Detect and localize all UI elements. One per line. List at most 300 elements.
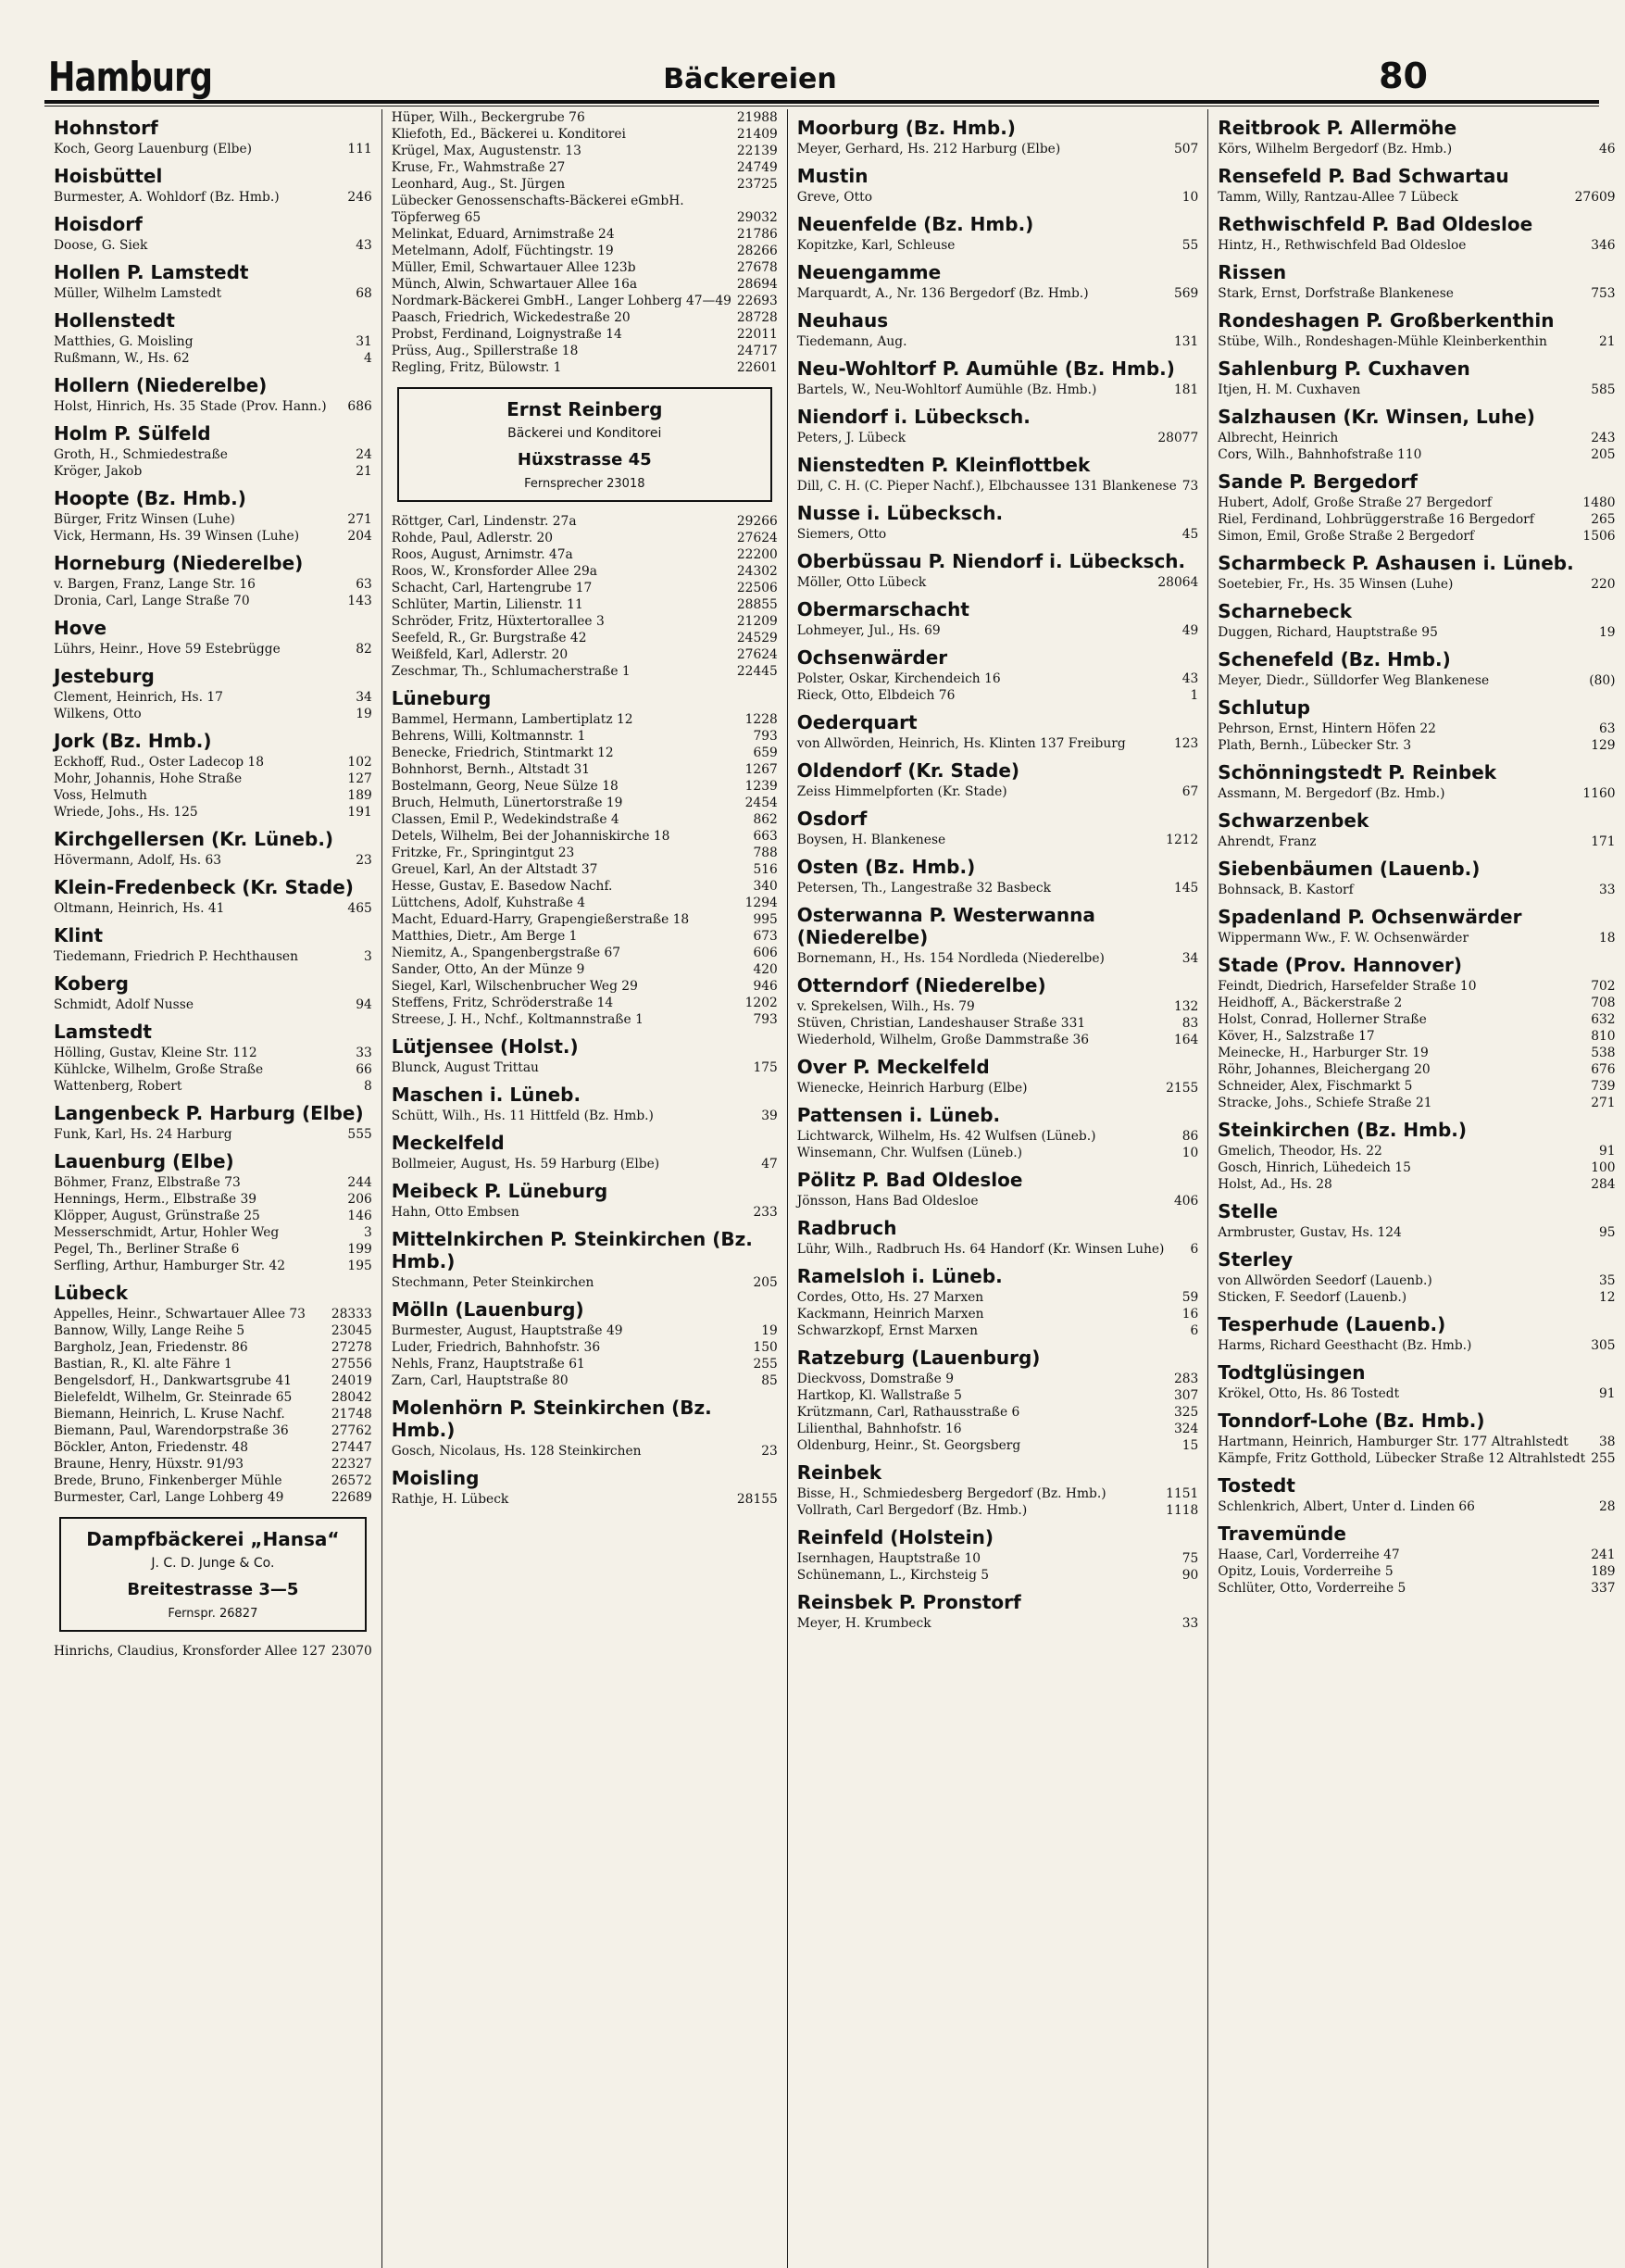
entry-name: Bohnsack, B. Kastorf [1218,883,1354,897]
place-heading: Reinsbek P. Pronstorf [796,1591,1021,1613]
entry-phone: 22689 [331,1490,372,1505]
entry-phone: 22200 [736,547,778,562]
place-heading: Rissen [1218,261,1287,283]
entry-name: Zeiss Himmelpforten (Kr. Stade) [796,784,1007,799]
list-item [797,1485,1199,1502]
list-item [1218,624,1615,641]
list-item [1218,737,1615,754]
list-item [797,430,1199,446]
entry-name: Stüven, Christian, Landeshauser Straße 331 [796,1016,1086,1031]
entry-name: Armbruster, Gustav, Hs. 124 [1218,1225,1402,1240]
entry-name: Petersen, Th., Langestraße 32 Basbeck [796,881,1052,896]
entry-name: Streese, J. H., Nchf., Koltmannstraße 1 [391,1012,644,1027]
list-item [797,189,1199,206]
list-item [797,526,1199,543]
list-item [797,382,1199,398]
list-item [797,1193,1199,1209]
entry-name: Brede, Bruno, Finkenberger Mühle [54,1473,282,1488]
entry-name: Hennings, Herm., Elbstraße 39 [54,1192,257,1207]
place-heading: Klint [54,924,104,946]
list-item [797,1145,1199,1161]
list-item [54,1422,372,1439]
ad-line: Fernsprecher 23018 [524,477,645,491]
entry-phone: 143 [347,594,372,608]
entry-phone: 23045 [331,1323,372,1338]
list-item [1218,382,1615,398]
entry-phone: 307 [1173,1388,1199,1403]
list-item [392,126,778,143]
entry-name: Simon, Emil, Große Straße 2 Bergedorf [1218,529,1475,544]
entry-name: Meyer, H. Krumbeck [796,1616,931,1631]
list-item [54,1372,372,1389]
entry-name: Funk, Karl, Hs. 24 Harburg [54,1127,232,1142]
entry-phone: 663 [753,829,778,844]
list-item [1218,1159,1615,1176]
list-item [797,880,1199,896]
list-item [797,285,1199,302]
entry-name: Holst, Hinrich, Hs. 35 Stade (Prov. Hann.) [54,399,327,414]
column-4 [1208,109,1624,2268]
place-heading: Salzhausen (Kr. Winsen, Luhe) [1218,406,1535,428]
list-item [54,1643,372,1660]
list-item [797,141,1199,157]
entry-phone: 284 [1591,1177,1616,1192]
place-heading: Stelle [1218,1200,1279,1222]
entry-name: Körs, Wilhelm Bergedorf (Bz. Hmb.) [1218,142,1453,157]
list-item [797,670,1199,687]
entry-name: Hüper, Wilh., Beckergrube 76 [391,110,585,125]
entry-phone: 175 [753,1060,778,1075]
list-item [54,1472,372,1489]
list-item [54,446,372,463]
entry-name: Ahrendt, Franz [1218,834,1317,849]
list-item [392,143,778,159]
list-item [1218,1563,1615,1580]
entry-phone: 199 [347,1242,372,1257]
place-heading: Oberbüssau P. Niendorf i. Lübecksch. [796,550,1186,572]
entry-phone: 862 [753,812,778,827]
place-heading: Klein-Fredenbeck (Kr. Stade) [54,876,354,898]
entry-phone: 91 [1598,1144,1616,1159]
entry-name: Greuel, Karl, An der Altstadt 37 [391,862,598,877]
entry-phone: 22445 [736,664,778,679]
entry-phone: 21748 [331,1407,372,1422]
place-heading: Reinbek [796,1461,882,1484]
entry-name: Weißfeld, Karl, Adlerstr. 20 [391,647,569,662]
entry-name: Nehls, Franz, Hauptstraße 61 [391,1357,585,1372]
entry-phone: 340 [753,879,778,894]
list-item [392,961,778,978]
entry-name: Matthies, Dietr., Am Berge 1 [391,929,578,944]
entry-name: Mohr, Johannis, Hohe Straße [54,771,243,786]
entry-phone: 21409 [736,127,778,142]
entry-phone: 659 [753,746,778,760]
entry-phone: 271 [1591,1096,1616,1110]
place-heading: Steinkirchen (Bz. Hmb.) [1218,1119,1468,1141]
entry-name: Eckhoff, Rud., Oster Ladecop 18 [54,755,264,770]
list-item [392,309,778,326]
entry-name: Bielefeldt, Wilhelm, Gr. Steinrade 65 [54,1390,293,1405]
place-heading: Mittelnkirchen P. Steinkirchen (Bz. Hmb.) [391,1228,753,1272]
list-item [54,1306,372,1322]
entry-phone: 1294 [744,896,778,910]
entry-name: Pehrson, Ernst, Hintern Höfen 22 [1218,721,1436,736]
entry-name: Melinkat, Eduard, Arnimstraße 24 [391,227,615,242]
entry-name: Luder, Friedrich, Bahnhofstr. 36 [391,1340,601,1355]
entry-phone: 24302 [736,564,778,579]
entry-phone: 49 [1181,623,1199,638]
entry-name: Burmester, August, Hauptstraße 49 [391,1323,623,1338]
entry-name: Rohde, Paul, Adlerstr. 20 [391,531,554,545]
list-item [392,1274,778,1291]
entry-phone: 129 [1591,738,1616,753]
list-item [392,995,778,1011]
list-item [797,1015,1199,1032]
entry-phone: 191 [347,805,372,820]
place-heading: Pattensen i. Lüneb. [796,1104,1001,1126]
entry-name: Münch, Alwin, Schwartauer Allee 16a [391,277,638,292]
entry-name: Meyer, Gerhard, Hs. 212 Harburg (Elbe) [796,142,1061,157]
list-item [54,333,372,350]
entry-name: Paasch, Friedrich, Wickedestraße 20 [391,310,631,325]
list-item [392,580,778,596]
list-item [797,1567,1199,1584]
place-heading: Lübeck [54,1282,129,1304]
entry-name: Röttger, Carl, Lindenstr. 27a [391,514,577,529]
place-heading: Travemünde [1218,1522,1346,1545]
entry-name: Kruse, Fr., Wahmstraße 27 [391,160,566,175]
entry-phone: 55 [1181,238,1199,253]
list-item [54,641,372,658]
entry-phone: 22327 [331,1457,372,1472]
entry-phone: 63 [1598,721,1616,736]
place-heading: Neuenfelde (Bz. Hmb.) [796,213,1034,235]
place-heading: Langenbeck P. Harburg (Elbe) [54,1102,364,1124]
entry-name: Müller, Emil, Schwartauer Allee 123b [391,260,636,275]
entry-phone: 255 [753,1357,778,1372]
place-heading: Maschen i. Lüneb. [391,1084,581,1106]
list-item [797,1387,1199,1404]
list-item [392,1322,778,1339]
entry-phone: 205 [753,1275,778,1290]
entry-name: Groth, H., Schmiedestraße [54,447,228,462]
entry-name: Kackmann, Heinrich Marxen [796,1307,984,1322]
entry-phone: 204 [347,529,372,544]
place-heading: Holm P. Sülfeld [54,422,211,445]
list-item [1218,1272,1615,1289]
list-item [797,574,1199,591]
entry-phone: 43 [356,238,372,253]
entry-name: Wienecke, Heinrich Harburg (Elbe) [796,1081,1028,1096]
entry-phone: 21988 [736,110,778,125]
entry-phone: 4 [363,351,372,366]
entry-name: Hövermann, Adolf, Hs. 63 [54,853,222,868]
entry-name: Tiedemann, Aug. [796,334,907,349]
list-item [54,511,372,528]
place-heading: Todtglüsingen [1218,1361,1366,1384]
entry-name: Stechmann, Peter Steinkirchen [391,1275,594,1290]
entry-phone: 28077 [1157,431,1199,445]
entry-name: Metelmann, Adolf, Füchtingstr. 19 [391,244,614,258]
entry-name: Zeschmar, Th., Schlumacherstraße 1 [391,664,631,679]
entry-phone: 27624 [736,647,778,662]
entry-name: Oldenburg, Heinr., St. Georgsberg [796,1438,1021,1453]
list-item [54,706,372,722]
entry-name: Schlenkrich, Albert, Unter d. Linden 66 [1218,1499,1475,1514]
place-heading: Jork (Bz. Hmb.) [54,730,212,752]
entry-phone: 220 [1591,577,1616,592]
entry-phone: 150 [753,1340,778,1355]
entry-phone: 1506 [1582,529,1616,544]
entry-name: Röhr, Johannes, Bleichergang 20 [1218,1062,1431,1077]
entry-phone: 1202 [744,996,778,1010]
list-item [392,530,778,546]
list-item [54,1322,372,1339]
entry-phone: 181 [1173,382,1199,397]
columns [44,109,1616,2268]
entry-phone: 24529 [736,631,778,645]
entry-phone: 75 [1181,1551,1199,1566]
entry-name: Siegel, Karl, Wilschenbrucher Weg 29 [391,979,638,994]
entry-name: Duggen, Richard, Hauptstraße 95 [1218,625,1438,640]
entry-phone: 27556 [331,1357,372,1372]
list-item [1218,1434,1615,1450]
entry-name: Schwarzkopf, Ernst Marxen [796,1323,978,1338]
entry-phone: 337 [1591,1581,1616,1596]
place-heading: Reinfeld (Holstein) [796,1526,994,1548]
place-heading: Hoopte (Bz. Hmb.) [54,487,246,509]
list-item [1218,1289,1615,1306]
list-item [392,326,778,343]
place-heading: Lüneburg [391,687,492,709]
entry-name: Winsemann, Chr. Wulfsen (Lüneb.) [796,1146,1023,1160]
entry-phone: 632 [1591,1012,1616,1027]
entry-name: Matthies, G. Moisling [54,334,194,349]
entry-name: Meinecke, H., Harburger Str. 19 [1218,1046,1429,1060]
entry-name: Schneider, Alex, Fischmarkt 5 [1218,1079,1413,1094]
entry-phone: 33 [1181,1616,1199,1631]
entry-phone: 82 [356,642,372,657]
entry-phone: 6 [1190,1242,1199,1257]
list-item [54,754,372,771]
place-heading: Radbruch [796,1217,897,1239]
entry-name: Stracke, Johs., Schiefe Straße 21 [1218,1096,1432,1110]
list-item [392,663,778,680]
entry-phone: 995 [753,912,778,927]
list-item [392,243,778,259]
list-item [1218,720,1615,737]
list-item [392,795,778,811]
place-heading: Spadenland P. Ochsenwärder [1218,906,1522,928]
entry-name: Rieck, Otto, Elbdeich 76 [796,688,956,703]
list-item [1218,672,1615,689]
entry-name: Schröder, Fritz, Hüxtertorallee 3 [391,614,605,629]
list-item [392,811,778,828]
entry-name: Oltmann, Heinrich, Hs. 41 [54,901,225,916]
place-heading: Sahlenburg P. Cuxhaven [1218,357,1470,380]
city-title: Hamburg [48,54,213,101]
place-heading: Meckelfeld [391,1132,505,1154]
list-item [392,728,778,745]
entry-name: Burmester, Carl, Lange Lohberg 49 [54,1490,284,1505]
entry-phone: 810 [1591,1029,1616,1044]
entry-name: Haase, Carl, Vorderreihe 47 [1218,1548,1400,1562]
entry-phone: 85 [761,1373,778,1388]
entry-phone: 538 [1591,1046,1616,1060]
list-item [392,878,778,895]
entry-name: Wilkens, Otto [54,707,142,721]
entry-phone [772,193,778,209]
ad-line: Fernspr. 26827 [168,1607,258,1621]
entry-phone: 420 [753,962,778,977]
entry-phone: 1239 [744,779,778,794]
entry-name: Clement, Heinrich, Hs. 17 [54,690,223,705]
entry-name: Probst, Ferdinand, Loignystraße 14 [391,327,622,342]
list-item [54,237,372,254]
list-item [1218,1011,1615,1028]
entry-phone: 29266 [736,514,778,529]
entry-name: Möller, Otto Lübeck [796,575,927,590]
list-item [797,1371,1199,1387]
entry-phone: 24 [356,447,372,462]
entry-phone: 406 [1173,1194,1199,1209]
ad-line: Bäckerei und Konditorei [507,426,662,441]
entry-phone: 10 [1181,1146,1199,1160]
entry-name: Schlüter, Otto, Vorderreihe 5 [1218,1581,1406,1596]
entry-phone: 22693 [736,294,778,308]
list-item [392,828,778,845]
entry-name: Prüss, Aug., Spillerstraße 18 [391,344,579,358]
entry-name: Doose, G. Siek [54,238,148,253]
entry-phone: 739 [1591,1079,1616,1094]
place-heading: Schenefeld (Bz. Hmb.) [1218,648,1451,670]
list-item [392,1156,778,1172]
entry-phone: 21 [1598,334,1616,349]
entry-name: Dieckvoss, Domstraße 9 [796,1372,954,1386]
entry-name: von Allwörden, Heinrich, Hs. Klinten 137 Freiburg [796,736,1126,751]
entry-phone: 27678 [736,260,778,275]
entry-phone: 27762 [331,1423,372,1438]
place-heading: Ratzeburg (Lauenburg) [796,1347,1041,1369]
list-item [1218,1143,1615,1159]
place-heading: Osdorf [796,808,868,830]
entry-name: Wippermann Ww., F. W. Ochsenwärder [1218,931,1469,946]
entry-name: Plath, Bernh., Lübecker Str. 3 [1218,738,1412,753]
entry-phone: 28266 [736,244,778,258]
list-item [1218,1045,1615,1061]
entry-name: Bostelmann, Georg, Neue Sülze 18 [391,779,619,794]
entry-name: Lühr, Wilh., Radbruch Hs. 64 Handorf (Kr. Winsen Luhe) [796,1242,1165,1257]
entry-phone: 255 [1591,1451,1616,1466]
list-item [54,1045,372,1061]
entry-phone: 3 [363,1225,372,1240]
list-item [797,687,1199,704]
entry-phone: 793 [753,1012,778,1027]
entry-name: Krügel, Max, Augustenstr. 13 [391,144,581,158]
list-item [54,852,372,869]
entry-name: Marquardt, A., Nr. 136 Bergedorf (Bz. Hmb.) [796,286,1089,301]
entry-phone: 271 [347,512,372,527]
entry-name: Tiedemann, Friedrich P. Hechthausen [54,949,298,964]
list-item [392,209,778,226]
place-heading: Nienstedten P. Kleinflottbek [796,454,1091,476]
list-item [1218,930,1615,946]
list-item [1218,285,1615,302]
place-heading: Rethwischfeld P. Bad Oldesloe [1218,213,1533,235]
entry-phone: 23070 [331,1644,372,1659]
entry-name: Bisse, H., Schmiedesberg Bergedorf (Bz. Hmb.) [796,1486,1106,1501]
entry-name: Lührs, Heinr., Hove 59 Estebrügge [54,642,281,657]
entry-name: Gosch, Nicolaus, Hs. 128 Steinkirchen [391,1444,642,1459]
list-item [54,1126,372,1143]
list-item [54,1241,372,1258]
entry-phone: 244 [347,1175,372,1190]
entry-phone: 146 [347,1209,372,1223]
list-item [392,1339,778,1356]
entry-phone: 29032 [736,210,778,225]
entry-phone: 585 [1591,382,1616,397]
entry-phone: 46 [1598,142,1616,157]
list-item [54,1339,372,1356]
entry-name: Fritzke, Fr., Springintgut 23 [391,846,575,860]
entry-phone: 569 [1173,286,1199,301]
entry-name: Töpferweg 65 [391,210,481,225]
entry-name: Bürger, Fritz Winsen (Luhe) [54,512,235,527]
entry-phone: 28 [1598,1499,1616,1514]
entry-name: Serfling, Arthur, Hamburger Str. 42 [54,1259,286,1273]
list-item [797,1080,1199,1096]
list-item [1218,1176,1615,1193]
list-item [797,832,1199,848]
entry-name: Biemann, Paul, Warendorpstraße 36 [54,1423,289,1438]
entry-phone: 702 [1591,979,1616,994]
list-item [797,1322,1199,1339]
entry-name: Biemann, Heinrich, L. Kruse Nachf. [54,1407,285,1422]
header-rule [44,100,1599,104]
place-heading: Molenhörn P. Steinkirchen (Bz. Hmb.) [391,1397,712,1441]
entry-name: Feindt, Diedrich, Harsefelder Straße 10 [1218,979,1477,994]
place-heading: Mölln (Lauenburg) [391,1298,584,1321]
entry-name: Braune, Henry, Hüxstr. 91/93 [54,1457,244,1472]
entry-name: Bammel, Hermann, Lambertiplatz 12 [391,712,633,727]
column-3 [788,109,1209,2268]
entry-name: Boysen, H. Blankenese [796,833,946,847]
list-item [797,950,1199,967]
list-item [54,689,372,706]
entry-name: Riel, Ferdinand, Lohbrüggerstraße 16 Bergedorf [1218,512,1534,527]
entry-phone: 265 [1591,512,1616,527]
entry-name: Klöpper, August, Grünstraße 25 [54,1209,260,1223]
entry-phone: 35 [1598,1273,1616,1288]
entry-phone: 516 [753,862,778,877]
entry-phone: 206 [347,1192,372,1207]
entry-name: Stübe, Wilh., Rondeshagen-Mühle Kleinberkenthin [1218,334,1547,349]
entry-phone: 22011 [736,327,778,342]
entry-name: Krökel, Otto, Hs. 86 Tostedt [1218,1386,1400,1401]
list-item [392,911,778,928]
entry-phone: 68 [356,286,372,301]
entry-name: Burmester, A. Wohldorf (Bz. Hmb.) [54,190,280,205]
place-heading: Ramelsloh i. Lüneb. [796,1265,1003,1287]
entry-phone: 243 [1591,431,1616,445]
entry-phone: 21209 [736,614,778,629]
list-item [797,1502,1199,1519]
entry-name: Hölling, Gustav, Kleine Str. 112 [54,1046,257,1060]
entry-phone: 1 [1190,688,1199,703]
entry-phone: 38 [1598,1435,1616,1449]
list-item [392,359,778,376]
advertisement-box [59,1517,367,1632]
